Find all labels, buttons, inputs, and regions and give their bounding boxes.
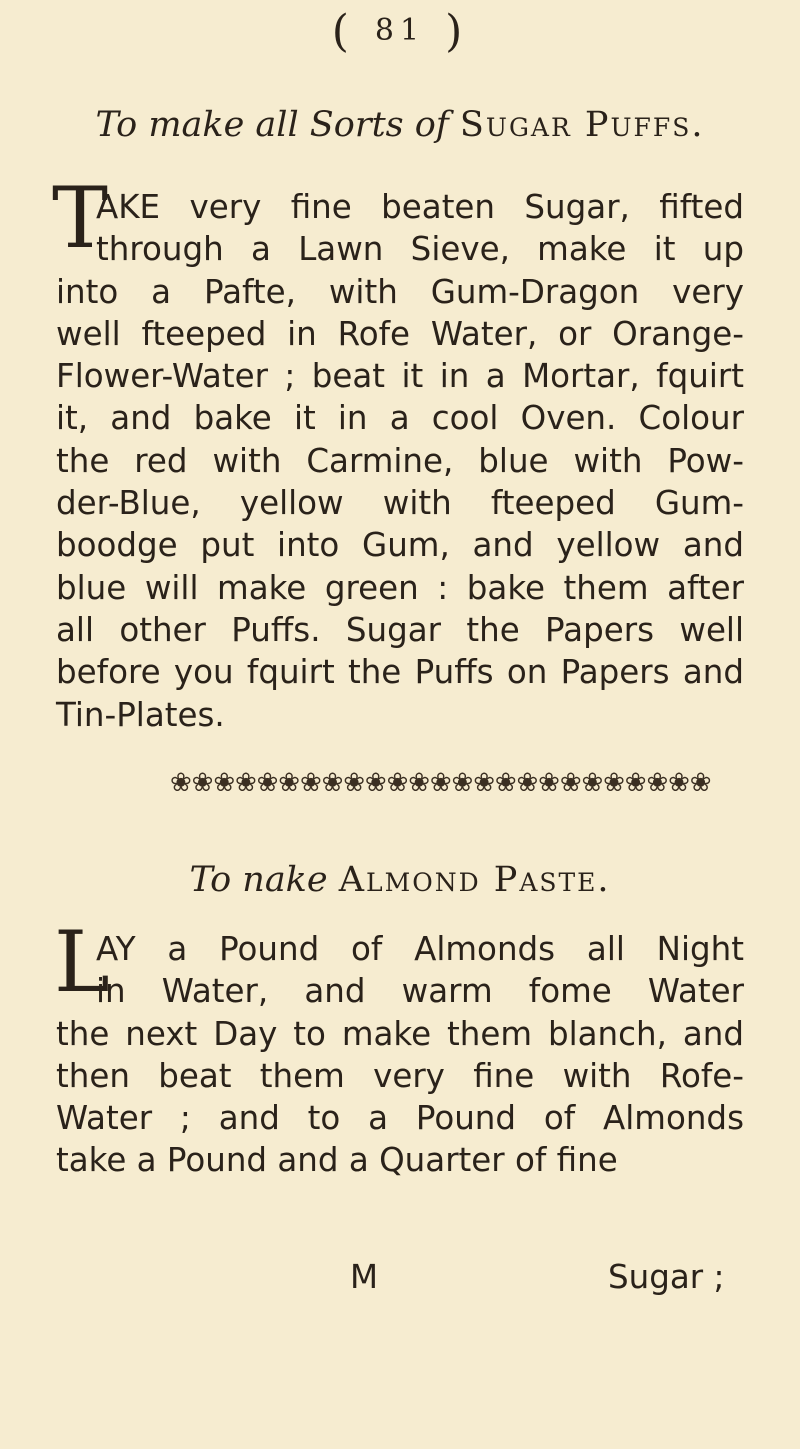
fleuron-icon: ❀ (603, 768, 625, 798)
recipe-2-title-caps: Almond Paste. (338, 860, 611, 900)
fleuron-icon: ❀ (516, 768, 539, 798)
text-line: blue will make green : bake them after (56, 568, 744, 607)
recipe-2-drop-cap: L (54, 913, 110, 1011)
fleuron-icon: ❀ (646, 768, 669, 798)
recipe-1-title-italic: To make all Sorts of (95, 105, 449, 145)
fleuron-icon: ❀ (234, 768, 257, 798)
text-line: through a Lawn Sieve, make it up (96, 230, 744, 269)
text-line: before you fquirt the Puffs on Papers and (56, 653, 744, 692)
text-line: AKE very fine beaten Sugar, fifted (96, 188, 744, 226)
fleuron-icon: ❀ (278, 768, 301, 798)
recipe-2-title-italic: To nake (189, 860, 328, 900)
recipe-1-title (0, 105, 800, 145)
page-number-open: ( (331, 6, 355, 57)
text-line: AY a Pound of Almonds all Night (96, 930, 744, 968)
fleuron-icon: ❀ (494, 768, 517, 798)
page-number-value: 81 (374, 13, 426, 48)
fleuron-icon: ❀ (343, 768, 366, 798)
page-number (0, 6, 800, 57)
fleuron-icon: ❀ (624, 768, 647, 798)
text-line: all other Puffs. Sugar the Papers well (56, 610, 744, 649)
fleuron-icon: ❀ (473, 768, 495, 798)
text-line: it, and bake it in a cool Oven. Colour (56, 399, 744, 438)
text-line: then beat them very fine with Rofe- (56, 1056, 744, 1095)
fleuron-icon: ❀ (538, 768, 560, 798)
fleuron-icon: ❀ (581, 768, 604, 798)
fleuron-icon: ❀ (451, 768, 474, 798)
recipe-1-title-caps: Sugar Puffs. (459, 105, 705, 145)
ornament-border (170, 763, 710, 803)
recipe-1-drop-cap: T (52, 169, 109, 267)
text-line: into a Pafte, with Gum-Dragon very (56, 272, 744, 311)
text-line: in Water, and warm fome Water (96, 972, 744, 1011)
fleuron-icon: ❀ (386, 768, 409, 798)
text-line: take a Pound and a Quarter of fine (56, 1141, 618, 1180)
text-line: the next Day to make them blanch, and (56, 1014, 744, 1053)
fleuron-icon: ❀ (364, 768, 387, 798)
fleuron-icon: ❀ (213, 768, 236, 798)
fleuron-icon: ❀ (191, 768, 214, 798)
text-line: boodge put into Gum, and yellow and (56, 526, 744, 565)
signature-mark: M (350, 1258, 379, 1296)
recipe-2-title (0, 860, 800, 900)
recipe-2-body (56, 928, 744, 1182)
fleuron-icon: ❀ (408, 768, 431, 798)
fleuron-icon: ❀ (299, 768, 322, 798)
page-number-close: ) (445, 6, 469, 57)
fleuron-icon: ❀ (689, 768, 712, 798)
text-line: Tin-Plates. (56, 695, 225, 734)
text-line: well fteeped in Rofe Water, or Orange- (56, 314, 744, 353)
fleuron-icon: ❀ (256, 768, 279, 798)
fleuron-icon: ❀ (429, 768, 452, 798)
catchword: Sugar ; (608, 1258, 725, 1296)
recipe-1-body (56, 186, 744, 736)
fleuron-icon: ❀ (170, 768, 192, 798)
fleuron-icon: ❀ (668, 768, 690, 798)
text-line: Flower-Water ; beat it in a Mortar, fquirt (56, 357, 744, 396)
text-line: der-Blue, yellow with fteeped Gum- (56, 484, 744, 523)
text-line: the red with Carmine, blue with Pow- (56, 441, 744, 480)
fleuron-icon: ❀ (321, 768, 344, 798)
text-line: Water ; and to a Pound of Almonds (56, 1099, 744, 1138)
fleuron-icon: ❀ (559, 768, 582, 798)
